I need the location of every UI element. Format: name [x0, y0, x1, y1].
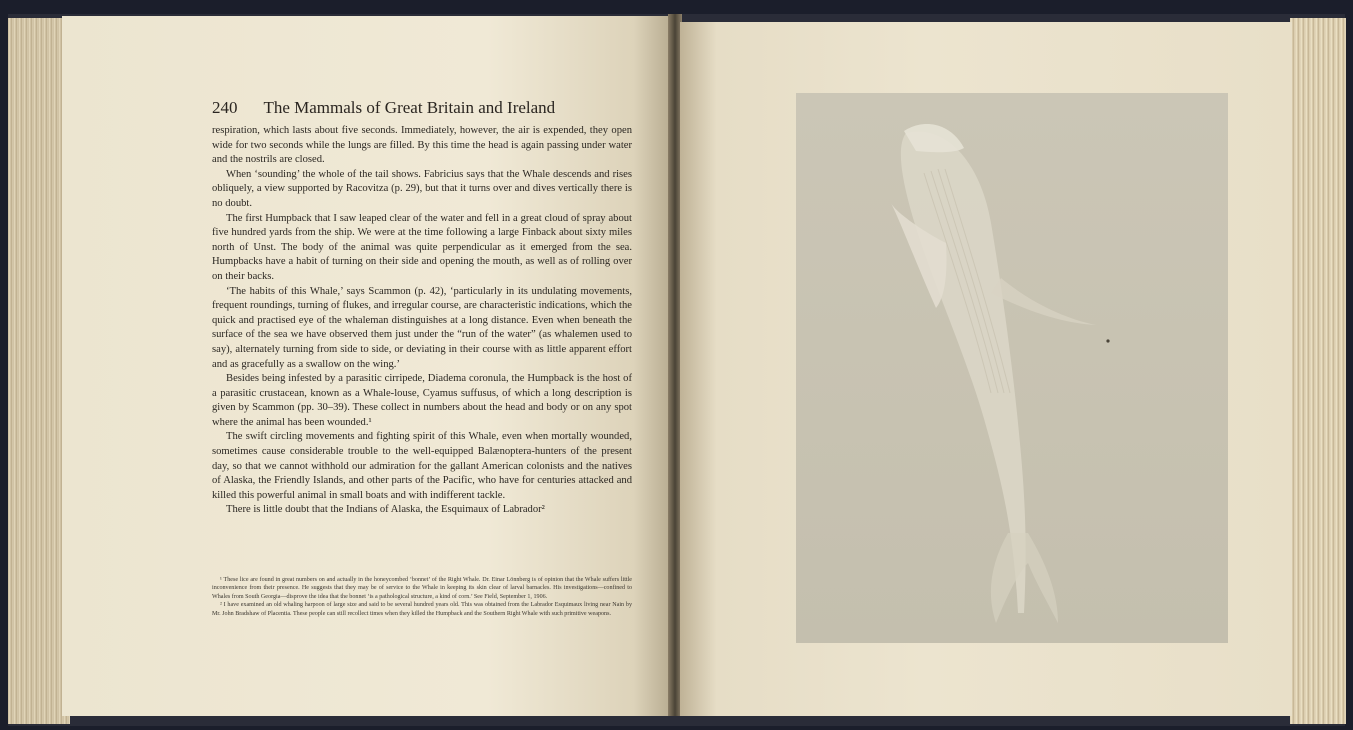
- body-text: [212, 124, 632, 518]
- right-page-edges: [1290, 18, 1346, 724]
- paragraph: ‘The habits of this Whale,’ says Scammon (p. 42), ‘particularly in its undulating movements, frequent roundings, turning of flukes, and irregular course, are characteristic indications, which the quick and practised eye of the whaleman distinguishes at a long distance. Even when beneath the surface of the sea we have observed them just under the “run of the water” (as whalemen used to say), alternately turning from side to side, or deviating in their course with as little apparent effort and as gracefully as a swallow on the wing.’: [212, 285, 632, 370]
- paragraph: Besides being infested by a parasitic cirripede, Diadema coronula, the Humpback is the host of a parasitic crustacean, known as a Whale-louse, Cyamus suffusus, of which a long description is given by Scammon (pp. 30–39). These collect in numbers about the head and body or on any spot where the animal has been wounded.¹: [212, 373, 632, 428]
- paragraph: The first Humpback that I saw leaped clear of the water and fell in a great cloud of spray about five hundred yards from the ship. We were at the time following a large Finback about sixty miles north of Unst. The body of the animal was quite perpendicular as it emerged from the sea. Humpbacks have a habit of turning on their side and opening the mouth, as well as of rolling over on their backs.: [212, 212, 632, 282]
- whale-photo-plate: [796, 93, 1228, 643]
- paragraph: When ‘sounding’ the whole of the tail shows. Fabricius says that the Whale descends and rises obliquely, a view supported by Racovitza (p. 29), but that it turns over and dives vertically there is no doubt.: [212, 168, 632, 209]
- whale-photograph: [796, 93, 1228, 643]
- page-header: [212, 98, 632, 118]
- paragraph: respiration, which lasts about five seconds. Immediately, however, the air is expended, they open wide for two seconds while the lungs are filled. By this time the head is again passing under water and the nostrils are closed.: [212, 125, 632, 166]
- footnotes: [212, 576, 632, 618]
- whale-pectoral-fin-right: [991, 278, 1096, 325]
- plate-speck: [1106, 339, 1109, 342]
- left-page-edges: [8, 18, 70, 724]
- paragraph: There is little doubt that the Indians of Alaska, the Esquimaux of Labrador²: [226, 504, 545, 516]
- running-title: The Mammals of Great Britain and Ireland: [263, 98, 556, 117]
- footnote: ² I have examined an old whaling harpoon of large size and said to be several hundred years old. This was obtained from the Labrador Esquimaux living near Nain by Mr. John Bradshaw of Placentia. These people can still recollect times when they killed the Humpback and the Southern Right Whale with such primitive weapons.: [212, 602, 632, 617]
- footnote: ¹ These lice are found in great numbers on and actually in the honeycombed ‘bonnet’ of the Right Whale. Dr. Einar Lönnberg is of opinion that the Whale suffers little inconvenience from their presence. He suggests that they may be of service to the Whale in keeping its skin clear of larval barnacles. His investigations—confined to Whales from South Georgia—disprove the idea that the bonnet ‘is a pathological structure, a kind of corn.’ See Field, September 1, 1906.: [212, 577, 632, 600]
- paragraph: The swift circling movements and fighting spirit of this Whale, even when mortally wounded, sometimes cause considerable trouble to the well-equipped Balænoptera-hunters of the present day, so that we cannot withhold our admiration for the gallant American colonists and the natives of Alaska, the Friendly Islands, and other parts of the Pacific, who have for centuries attacked and killed this powerful animal in small boats and with indifferent tackle.: [212, 431, 632, 501]
- page-number: 240: [212, 98, 238, 117]
